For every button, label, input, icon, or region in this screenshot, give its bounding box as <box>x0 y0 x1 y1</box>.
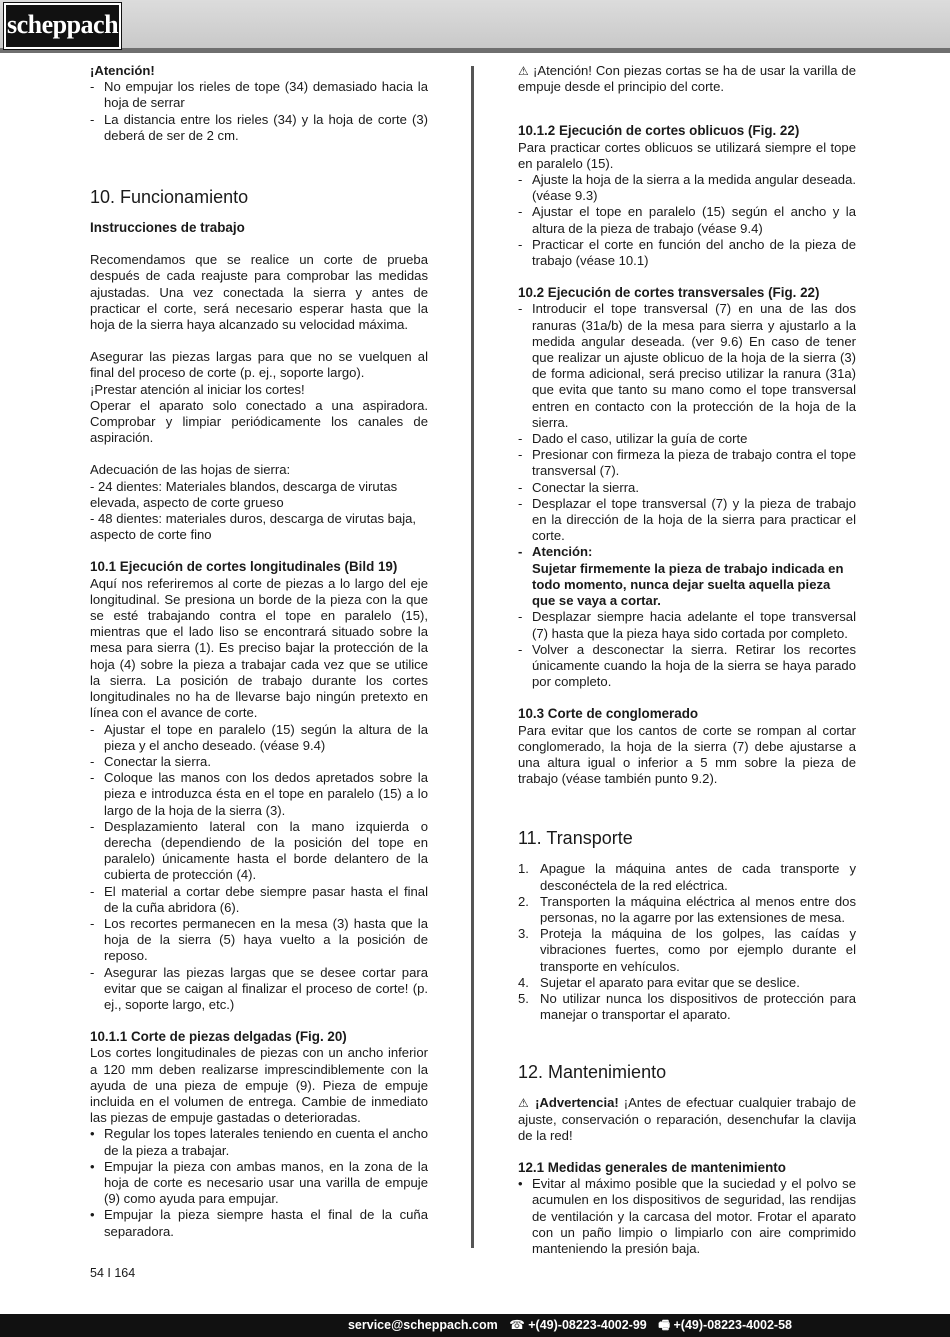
list-item: 2. Transporten la máquina eléctrica al menos entre dos personas, no la agarre por las extensiones de mesa. <box>518 893 856 925</box>
short-pieces-warning: ⚠ ¡Atención! Con piezas cortas se ha de usar la varilla de empuje desde el principio del corte. <box>518 63 856 95</box>
work-paragraph-2-line: Operar el aparato solo conectado a una aspiradora. Comprobar y limpiar periódicamente los canales de aspiración. <box>90 397 428 446</box>
list-item: 1. Apague la máquina antes de cada transporte y desconéctela de la red eléctrica. <box>518 861 856 893</box>
page-number: 54 I 164 <box>90 1266 136 1280</box>
section-10-1-1-list <box>90 1126 428 1239</box>
list-item: - Dado el caso, utilizar la guía de corte <box>518 431 748 447</box>
footer-bar <box>0 1314 950 1337</box>
list-item: - Ajustar el tope en paralelo (15) según la altura de la pieza y el ancho deseado. (véase 9.4) <box>90 721 428 753</box>
list-item: - Coloque las manos con los dedos apretados sobre la pieza e introduzca ésta en el tope en paralelo (15) a lo largo de la hoja de la sierra (3). <box>90 770 428 818</box>
section-10-1-title: 10.1 Ejecución de cortes longitudinales (Bild 19) <box>90 559 398 575</box>
list-item: • Empujar la pieza siempre hasta el final de la cuña separadora. <box>90 1207 428 1239</box>
list-item: - No empujar los rieles de tope (34) demasiado hacia la hoja de serrar <box>90 79 428 111</box>
footer-email-link[interactable]: service@scheppach.com <box>347 1318 498 1332</box>
footer-fax: 🖷 +(49)-08223-4002-58 <box>658 1318 792 1332</box>
left-column <box>90 63 428 1240</box>
list-item: - Los recortes permanecen en la mesa (3) hasta que la hoja de la sierra (5) haya vuelto a la posición de reposo. <box>90 915 428 964</box>
section-10-1-list <box>90 722 428 1014</box>
section-10-1-paragraph: Aquí nos referiremos al corte de piezas a lo largo del eje longitudinal. Se presiona un borde de la pieza con la que se esté trabajando contra el tope en paralelo (15), mientras que el lado liso se encontrará situado sobre la mesa para sierra (1). Es preciso bajar la protección de la hoja (4) sobre la pieza a trabajar cada vez que se utilice la sierra. La posición de trabajo durante los cortes longitudinales no ha de llevarse bajo ningún pretexto en línea con el avance de corte. <box>90 575 428 721</box>
list-item: - Volver a desconectar la sierra. Retirar los recortes únicamente cuando la hoja de la sierra se haya parado por completo. <box>518 641 856 690</box>
list-item: 5. No utilizar nunca los dispositivos de protección para manejar o transportar el aparato. <box>518 990 856 1023</box>
blades-line: - 24 dientes: Materiales blandos, descarga de virutas elevada, aspecto de corte grueso <box>90 478 398 510</box>
section-10-title: 10. Funcionamiento <box>90 187 249 208</box>
list-item: • Empujar la pieza con ambas manos, en la zona de la hoja de corte es necesario usar una varilla de empuje (9) como ayuda para empujar. <box>90 1158 428 1207</box>
work-paragraph-2-line: Asegurar las piezas largas para que no se vuelquen al final del proceso de corte (p. ej., soporte largo). <box>90 349 428 381</box>
section-10-1-2-paragraph: Para practicar cortes oblicuos se utilizará siempre el tope en paralelo (15). <box>518 139 856 171</box>
section-10-1-2-title: 10.1.2 Ejecución de cortes oblicuos (Fig. 22) <box>518 123 800 139</box>
list-item: - La distancia entre los rieles (34) y la hoja de corte (3) deberá de ser de 2 cm. <box>90 111 428 143</box>
list-item: - Introducir el tope transversal (7) en una de las dos ranuras (31a/b) de la mesa para sierra y ajustarlo a la medida angular deseada. (ver 9.6) En caso de tener que realizar un ajuste oblicuo de la hoja de la sierra (3) de forma adicional, será preciso utilizar la ranura (31a) que evita que tanto su mano como el tope transversal entren en contacto con la protección de la hoja de la sierra. <box>518 301 856 430</box>
warning-icon: ⚠ <box>518 1096 531 1111</box>
list-item: • Regular los topes laterales teniendo en cuenta el ancho de la pieza a trabajar. <box>90 1126 428 1158</box>
section-12-1-list <box>518 1176 856 1257</box>
right-column <box>518 63 856 1257</box>
section-12-title: 12. Mantenimiento <box>518 1062 667 1083</box>
list-item: - Conectar la sierra. <box>90 753 211 769</box>
maintenance-warning: ⚠ ¡Advertencia! ¡Antes de efectuar cualquier trabajo de ajuste, conservación o reparación, desenchufar la clavija de la red! <box>518 1095 856 1143</box>
list-item: - Asegurar las piezas largas que se desee cortar para evitar que se caigan al finalizar el proceso de corte! (p. ej., soporte largo, etc.) <box>90 964 428 1012</box>
section-10-1-1-title: 10.1.1 Corte de piezas delgadas (Fig. 20) <box>90 1029 347 1045</box>
section-10-2-title: 10.2 Ejecución de cortes transversales (Fig. 22) <box>518 285 820 301</box>
section-10-3-paragraph: Para evitar que los cantos de corte se rompan al cortar conglomerado, la hoja de la sierra (7) debe ajustarse a una altura igual o inferior a 5 mm sobre la pieza de trabajo (véase también punto 9.2). <box>518 722 856 787</box>
list-item: - Presionar con firmeza la pieza de trabajo contra el tope transversal (7). <box>518 447 856 479</box>
list-item: - Ajuste la hoja de la sierra a la medida angular deseada. (véase 9.3) <box>518 172 856 204</box>
list-item: - El material a cortar debe siempre pasar hasta el final de la cuña abridora (6). <box>90 883 428 915</box>
list-item: - Practicar el corte en función del ancho de la pieza de trabajo (véase 10.1) <box>518 236 856 269</box>
attention-list <box>90 79 428 144</box>
list-item: - Atención: Sujetar firmemente la pieza de trabajo indicada en todo momento, nunca dejar suelta aquella pieza que se vaya a cortar. <box>518 544 844 609</box>
work-paragraph-2-line: ¡Prestar atención al iniciar los cortes! <box>90 381 305 397</box>
list-item: - Ajustar el tope en paralelo (15) según el ancho y la altura de la pieza de trabajo (véase 9.4) <box>518 204 856 236</box>
brand-logo: scheppach <box>4 3 121 49</box>
attention-title: ¡Atención! <box>90 63 155 78</box>
list-item: - Conectar la sierra. <box>518 479 639 495</box>
blades-line: - 48 dientes: materiales duros, descarga de virutas baja, aspecto de corte fino <box>90 511 417 543</box>
column-divider <box>471 66 474 1248</box>
section-10-3-title: 10.3 Corte de conglomerado <box>518 706 699 722</box>
blades-line: Adecuación de las hojas de sierra: <box>90 462 291 478</box>
list-item: - Desplazar siempre hacia adelante el tope transversal (7) hasta que la pieza haya sido cortada por completo. <box>518 609 856 641</box>
warning-icon: ⚠ <box>518 64 530 78</box>
list-item: 4. Sujetar el aparato para evitar que se deslice. <box>518 974 800 990</box>
section-10-1-2-list <box>518 172 856 269</box>
list-item: • Evitar al máximo posible que la suciedad y el polvo se acumulen en los dispositivos de seguridad, las rendijas de ventilación y la carcasa del motor. Frotar el aparato con un paño limpio o limpiarlo con aire comprimido manteniendo la presión baja. <box>518 1176 856 1256</box>
section-11-title: 11. Transporte <box>518 828 633 849</box>
work-instructions-title: Instrucciones de trabajo <box>90 220 245 236</box>
list-item: - Desplazar el tope transversal (7) y la pieza de trabajo en la dirección de la hoja de la sierra para practicar el corte. <box>518 495 856 544</box>
section-12-1-title: 12.1 Medidas generales de mantenimiento <box>518 1159 786 1175</box>
header-bar <box>0 0 950 53</box>
work-paragraph-1: Recomendamos que se realice un corte de prueba después de cada reajuste para comprobar las medidas ajustadas. Una vez conectada la sierra y antes de practicar el corte, será necesario esperar hasta que la hoja de la sierra haya alcanzado su velocidad máxima. <box>90 252 428 333</box>
list-item: 3. Proteja la máquina de los golpes, las caídas y vibraciones fuertes, como por ejemplo durante el transporte en vehículos. <box>518 926 856 974</box>
footer-phone: ☎ +(49)-08223-4002-99 <box>509 1318 647 1332</box>
section-10-1-1-paragraph: Los cortes longitudinales de piezas con un ancho inferior a 120 mm deben realizarse imprescindiblemente con la ayuda de una pieza de empuje (9). Pieza de empuje incluida en el volumen de entrega. Cambie de inmediato las piezas de empuje gastadas o deterioradas. <box>90 1045 428 1126</box>
section-10-2-list <box>518 301 856 690</box>
section-11-list <box>518 861 856 1023</box>
list-item: - Desplazamiento lateral con la mano izquierda o derecha (dependiendo de la posición del tope en paralelo) únicamente hasta el borde delantero de la cubierta de protección (4). <box>90 818 428 883</box>
